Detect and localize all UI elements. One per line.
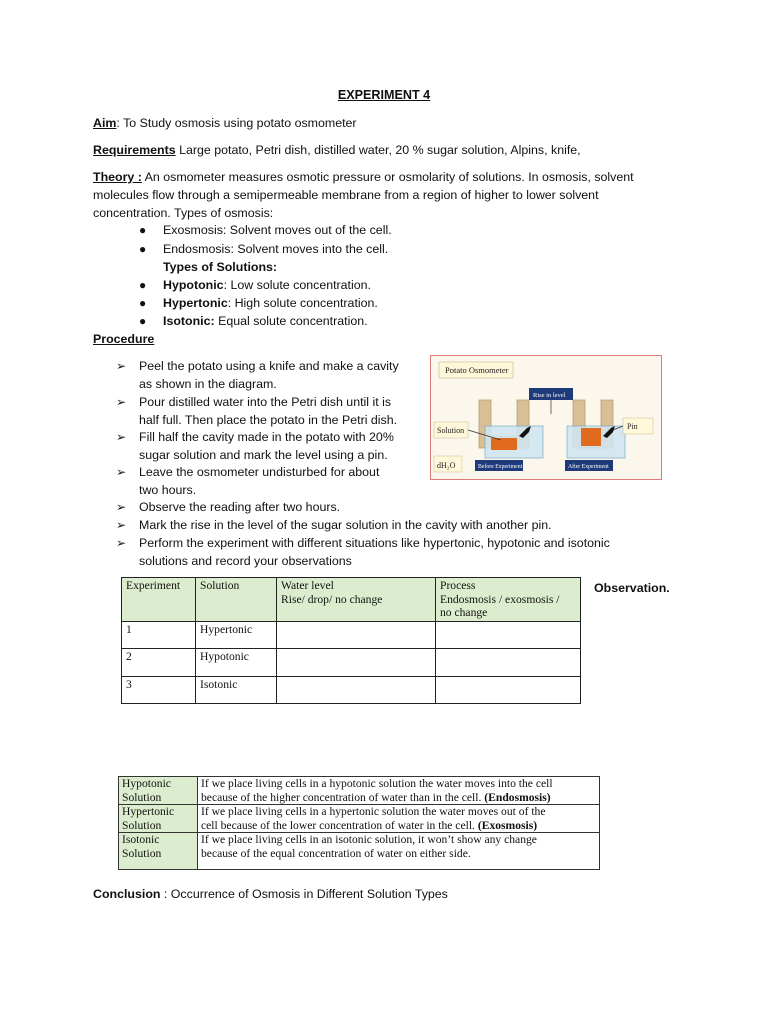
arrow-bullet-icon: ➢	[116, 518, 127, 532]
osmosis-type-text: Endosmosis: Solvent moves into the cell.	[163, 242, 389, 256]
solution-type-desc: Equal solute concentration.	[214, 314, 368, 328]
conclusion-text: : Occurrence of Osmosis in Different Solution Types	[160, 887, 448, 901]
page-title: EXPERIMENT 4	[337, 88, 431, 102]
before-label: Before Experiment	[478, 464, 523, 470]
solution-type-desc: : High solute concentration.	[227, 296, 378, 310]
header-cell: Solution	[196, 578, 277, 622]
solution-type-name: Hypotonic	[163, 278, 224, 292]
table-cell: Hypertonic	[196, 621, 277, 649]
water-label: dH₂O	[437, 461, 456, 470]
solution-type-name: Hypertonic	[163, 296, 228, 310]
aim-label: Aim	[93, 116, 117, 130]
table-cell	[436, 676, 581, 704]
solutions-heading: Types of Solutions:	[163, 260, 278, 274]
table-row	[122, 676, 581, 704]
solution-explanation: If we place living cells in an isotonic solution, it won’t show any change because of the equal concentration of water on either side.	[198, 833, 600, 870]
requirements-line	[93, 143, 581, 157]
solution-type-item: ● Hypotonic: Low solute concentration.	[139, 278, 371, 292]
header-cell: Water level Rise/ drop/ no change	[277, 578, 436, 622]
procedure-line: half full. Then place the potato in the Petri dish.	[139, 413, 398, 427]
procedure-line: Fill half the cavity made in the potato with 20%	[139, 430, 394, 444]
arrow-bullet-icon: ➢	[116, 359, 127, 373]
solution-type-desc: : Low solute concentration.	[223, 278, 371, 292]
arrow-bullet-icon: ➢	[116, 536, 127, 550]
osmosis-type-item: ● Exosmosis: Solvent moves out of the cell.	[139, 223, 392, 237]
table-cell	[436, 621, 581, 649]
arrow-bullet-icon: ➢	[116, 395, 127, 409]
procedure-line: Observe the reading after two hours.	[139, 500, 341, 514]
arrow-bullet-icon: ➢	[116, 500, 127, 514]
solution-key: Isotonic Solution	[119, 833, 198, 870]
procedure-line: Peel the potato using a knife and make a cavity	[139, 359, 399, 373]
solution-explanation: If we place living cells in a hypotonic solution the water moves into the cell because of the higher concentration of water than in the cell. (Endosmosis)	[198, 777, 600, 805]
pin-label: Pin	[627, 422, 638, 431]
table-row	[119, 805, 600, 833]
procedure-line: as shown in the diagram.	[139, 377, 277, 391]
solution-key: Hypotonic Solution	[119, 777, 198, 805]
conclusion-label: Conclusion	[93, 887, 161, 901]
aim-line	[93, 116, 357, 130]
observation-label: Observation.	[594, 581, 670, 595]
theory-line-3: concentration. Types of osmosis:	[93, 206, 274, 220]
solution-explanation: If we place living cells in a hypertonic solution the water moves out of the cell because of the lower concentration of water in the cell. (Exosmosis)	[198, 805, 600, 833]
solution-type-item: ● Isotonic: Equal solute concentration.	[139, 314, 368, 328]
potato-osmometer-diagram	[430, 355, 662, 480]
procedure-line: Perform the experiment with different situations like hypertonic, hypotonic and isotonic	[139, 536, 610, 550]
theory-label: Theory :	[93, 170, 142, 184]
arrow-bullet-icon: ➢	[116, 430, 127, 444]
table-cell: 2	[122, 649, 196, 677]
procedure-label: Procedure	[93, 332, 155, 346]
procedure-line: Leave the osmometer undisturbed for about	[139, 465, 380, 479]
header-cell: Process Endosmosis / exosmosis / no change	[436, 578, 581, 622]
table-cell	[277, 649, 436, 677]
solution-type-item: ● Hypertonic: High solute concentration.	[139, 296, 378, 310]
procedure-line: two hours.	[139, 483, 197, 497]
arrow-bullet-icon: ➢	[116, 465, 127, 479]
theory-line-1	[93, 170, 634, 184]
procedure-line: Pour distilled water into the Petri dish until it is	[139, 395, 392, 409]
aim-text: : To Study osmosis using potato osmometer	[116, 116, 357, 130]
table-row	[122, 649, 581, 677]
solution-label: Solution	[437, 426, 465, 435]
header-cell: Experiment	[122, 578, 196, 622]
table-cell	[436, 649, 581, 677]
solutions-table	[118, 776, 600, 870]
table-cell: 3	[122, 676, 196, 704]
solution-key: Hypertonic Solution	[119, 805, 198, 833]
procedure-line: Mark the rise in the level of the sugar solution in the cavity with another pin.	[139, 518, 552, 532]
table-cell: 1	[122, 621, 196, 649]
table-cell: Isotonic	[196, 676, 277, 704]
procedure-line: solutions and record your observations	[139, 554, 352, 568]
table-cell: Hypotonic	[196, 649, 277, 677]
diagram-title: Potato Osmometer	[445, 365, 509, 375]
theory-text-1: An osmometer measures osmotic pressure or osmolarity of solutions. In osmosis, solvent	[141, 170, 634, 184]
table-cell	[277, 676, 436, 704]
after-label: After Experiment	[568, 464, 609, 470]
rise-label: Rise in level	[533, 392, 566, 399]
theory-line-2: molecules flow through a semipermeable membrane from a region of higher to lower solvent	[93, 188, 599, 202]
table-header-row	[122, 578, 581, 622]
osmosis-type-text: Exosmosis: Solvent moves out of the cell.	[163, 223, 392, 237]
table-cell	[277, 621, 436, 649]
table-row	[119, 833, 600, 870]
table-row	[119, 777, 600, 805]
osmosis-type-item: ● Endosmosis: Solvent moves into the cell.	[139, 242, 389, 256]
solution-type-name: Isotonic:	[163, 314, 215, 328]
observation-table	[121, 577, 581, 704]
conclusion-line	[93, 887, 448, 901]
table-row	[122, 621, 581, 649]
requirements-text: Large potato, Petri dish, distilled water, 20 % sugar solution, Alpins, knife,	[175, 143, 581, 157]
requirements-label: Requirements	[93, 143, 176, 157]
procedure-line: sugar solution and mark the level using a pin.	[139, 448, 388, 462]
